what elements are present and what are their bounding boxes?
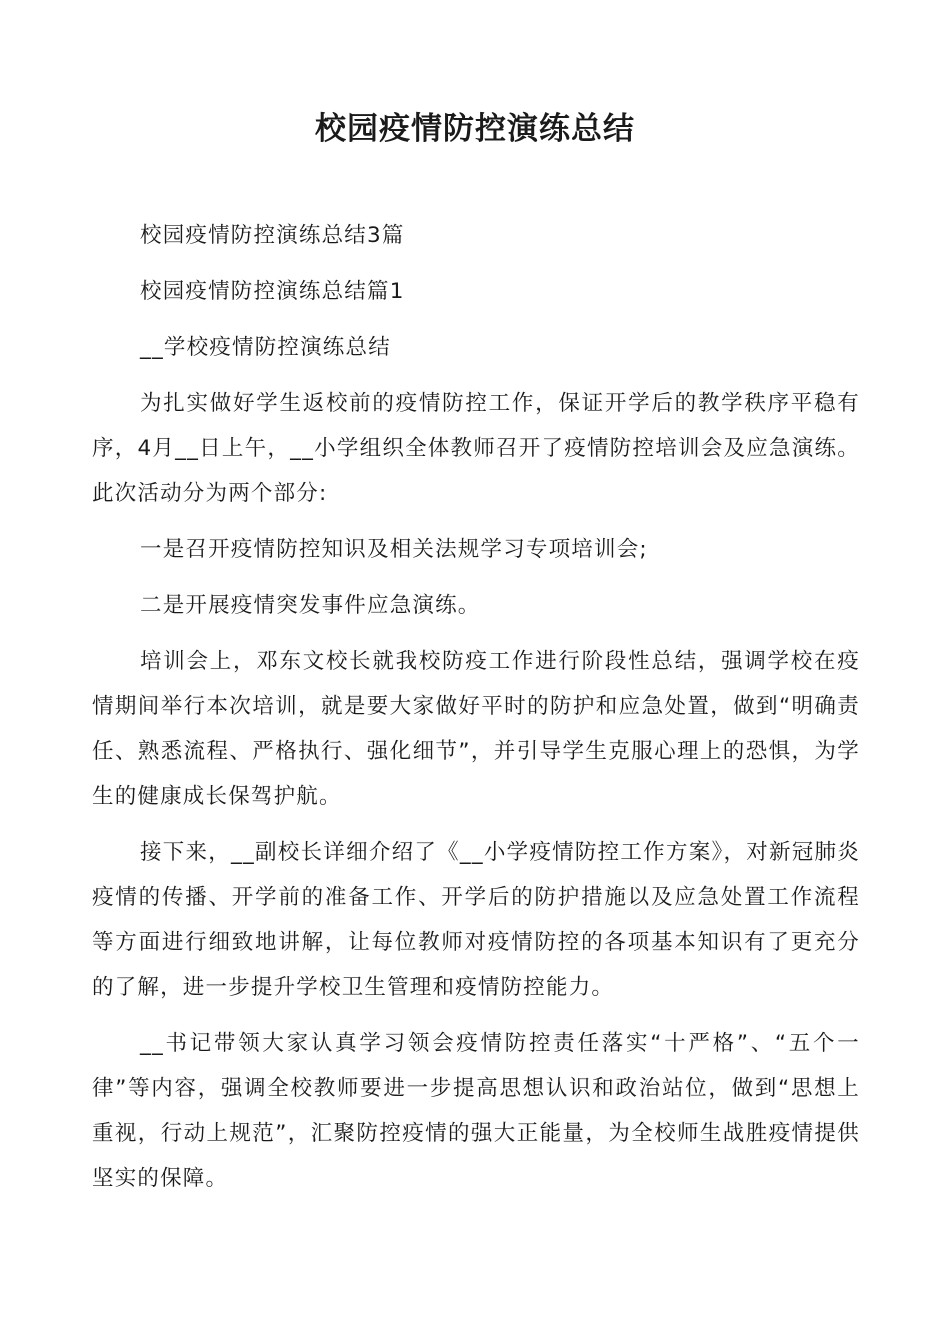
paragraph-report-title: __学校疫情防控演练总结	[140, 335, 391, 360]
paragraph-part-one: 一是召开疫情防控知识及相关法规学习专项培训会;	[140, 537, 648, 562]
paragraph-secretary: __书记带领大家认真学习领会疫情防控责任落实“十严格”、“五个一律”等内容，强调全校教师要进一步提高思想认识和政治站位，做到“思想上重视，行动上规范”，汇聚防控疫情的强大正能量，为全校师生战胜疫情提供坚实的保障。	[92, 1031, 860, 1191]
paragraph-vice-principal: 接下来，__副校长详细介绍了《__小学疫情防控工作方案》，对新冠肺炎疫情的传播、开学前的准备工作、开学后的防护措施以及应急处置工作流程等方面进行细致地讲解，让每位教师对疫情防控的各项基本知识有了更充分的了解，进一步提升学校卫生管理和疫情防控能力。	[92, 840, 860, 1000]
paragraph-training-meeting: 培训会上，邓东文校长就我校防疫工作进行阶段性总结，强调学校在疫情期间举行本次培训，就是要大家做好平时的防护和应急处置，做到“明确责任、熟悉流程、严格执行、强化细节”，并引导学生克服心理上的恐惧，为学生的健康成长保驾护航。	[92, 649, 860, 809]
paragraph-intro: 为扎实做好学生返校前的疫情防控工作，保证开学后的教学秩序平稳有序，4月__日上午，__小学组织全体教师召开了疫情防控培训会及应急演练。此次活动分为两个部分:	[92, 391, 860, 506]
paragraph-part-two: 二是开展疫情突发事件应急演练。	[140, 593, 481, 618]
document-title: 校园疫情防控演练总结	[315, 111, 635, 147]
document-body	[92, 213, 860, 1212]
paragraph-subtitle: 校园疫情防控演练总结3篇	[140, 223, 405, 248]
paragraph-section-heading: 校园疫情防控演练总结篇1	[140, 279, 405, 304]
